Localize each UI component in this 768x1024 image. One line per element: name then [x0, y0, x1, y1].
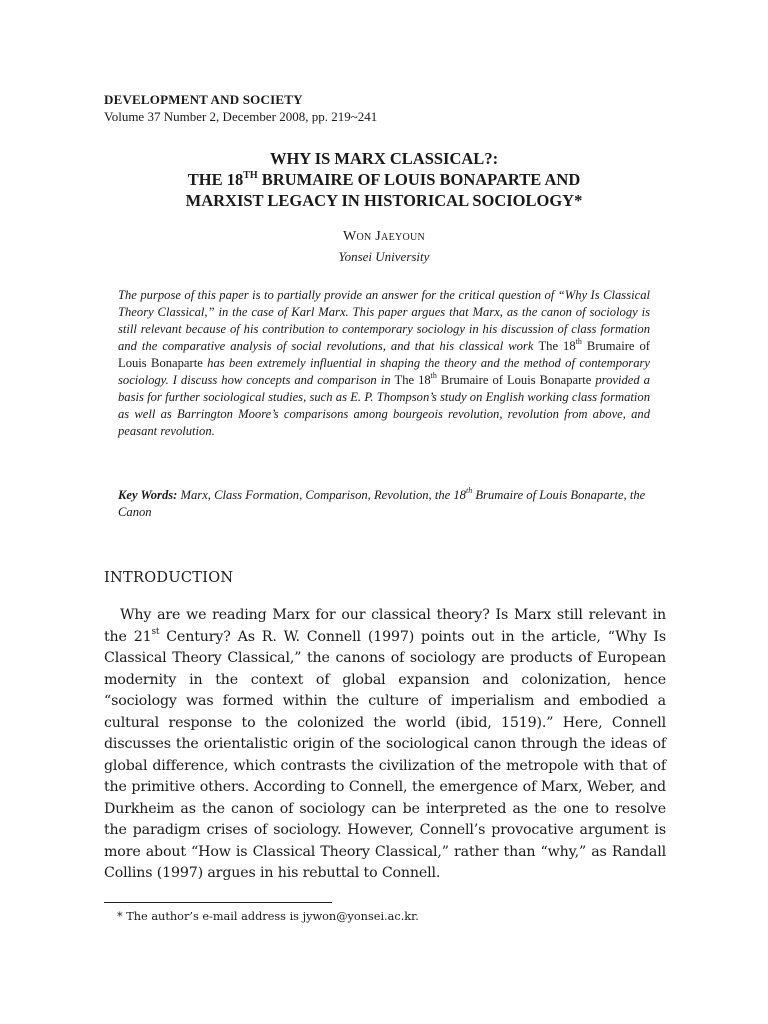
title-line-1: WHY IS MARX CLASSICAL?:: [269, 149, 499, 168]
abstract-work-1-sup: th: [575, 336, 582, 346]
abstract-work-2-suffix: Brumaire of Louis Bonaparte: [436, 373, 592, 387]
paper-title: [104, 148, 664, 211]
body-part-1: Why are we reading Marx for our classical theory? Is Marx still relevant in the 21: [104, 607, 666, 645]
footnote-divider: [104, 902, 332, 903]
title-line-2-sup: TH: [243, 169, 258, 181]
abstract-work-1-suffix: Brumaire of Louis Bonaparte: [118, 339, 650, 370]
abstract-work-2-sup: th: [430, 370, 437, 380]
title-line-2-suffix: BRUMAIRE OF LOUIS BONAPARTE AND: [257, 170, 581, 189]
keywords-text-1: Marx, Class Formation, Comparison, Revolution, the 18: [177, 488, 466, 502]
author-name: Won Jaeyoun: [342, 229, 426, 244]
keywords-sup: th: [465, 485, 473, 495]
abstract-part-3: provided a basis for further sociological studies, such as E. P. Thompson’s study on English working class formation as well as Barrington Moore’s comparisons among bourgeois revolution, revolution from above, and peasant revolution.: [118, 373, 650, 438]
keywords-label: Key Words:: [118, 488, 178, 502]
abstract-work-2: [394, 370, 592, 387]
keywords-text-2: Brumaire of Louis Bonaparte, the Canon: [118, 488, 646, 519]
abstract-work-1-prefix: The 18: [538, 339, 576, 353]
footnote: * The author’s e-mail address is jywon@yonsei.ac.kr.: [117, 910, 419, 923]
abstract: [118, 287, 650, 440]
body-sup: st: [151, 626, 160, 637]
title-line-2-prefix: THE 18: [187, 170, 244, 189]
section-heading-introduction: INTRODUCTION: [104, 570, 234, 586]
title-line-3: MARXIST LEGACY IN HISTORICAL SOCIOLOGY*: [185, 191, 583, 210]
title-line-2: [104, 169, 664, 190]
journal-header: [104, 91, 664, 125]
journal-name: DEVELOPMENT AND SOCIETY: [104, 92, 303, 107]
abstract-part-1: The purpose of this paper is to partially provide an answer for the critical question of “Why Is Classical Theory Classical,” in the case of Karl Marx. This paper argues that Marx, as the canon of sociology is still relevant because of his contribution to contemporary sociology in his discussion of class formation and the comparative analysis of social revolutions, and that his classical work: [118, 288, 650, 353]
author-affiliation: Yonsei University: [338, 249, 430, 264]
journal-volume: Volume 37 Number 2, December 2008, pp. 219~241: [104, 109, 378, 124]
keywords: [118, 487, 650, 521]
abstract-work-2-prefix: The 18: [394, 373, 431, 387]
body-paragraph: [104, 605, 666, 885]
body-part-2: Century? As R. W. Connell (1997) points out in the article, “Why Is Classical Theory Classical,” the canons of sociology are products of European modernity in the context of global expansion and colonization, hence “sociology was formed within the culture of imperialism and embodied a cultural response to the colonized the world (ibid, 1519).” Here, Connell discusses the orientalistic origin of the sociological canon through the ideas of global difference, which contrasts the civilization of the metropole with that of the primitive others. According to Connell, the emergence of Marx, Weber, and Durkheim as the canon of sociology can be interpreted as the one to resolve the paradigm crises of sociology. However, Connell’s provocative argument is more about “How is Classical Theory Classical,” rather than “why,” as Randall Collins (1997) argues in his rebuttal to Connell.: [104, 628, 666, 881]
abstract-part-2: has been extremely influential in shaping the theory and the method of contemporary sociology. I discuss how concepts and comparison in: [118, 356, 650, 387]
